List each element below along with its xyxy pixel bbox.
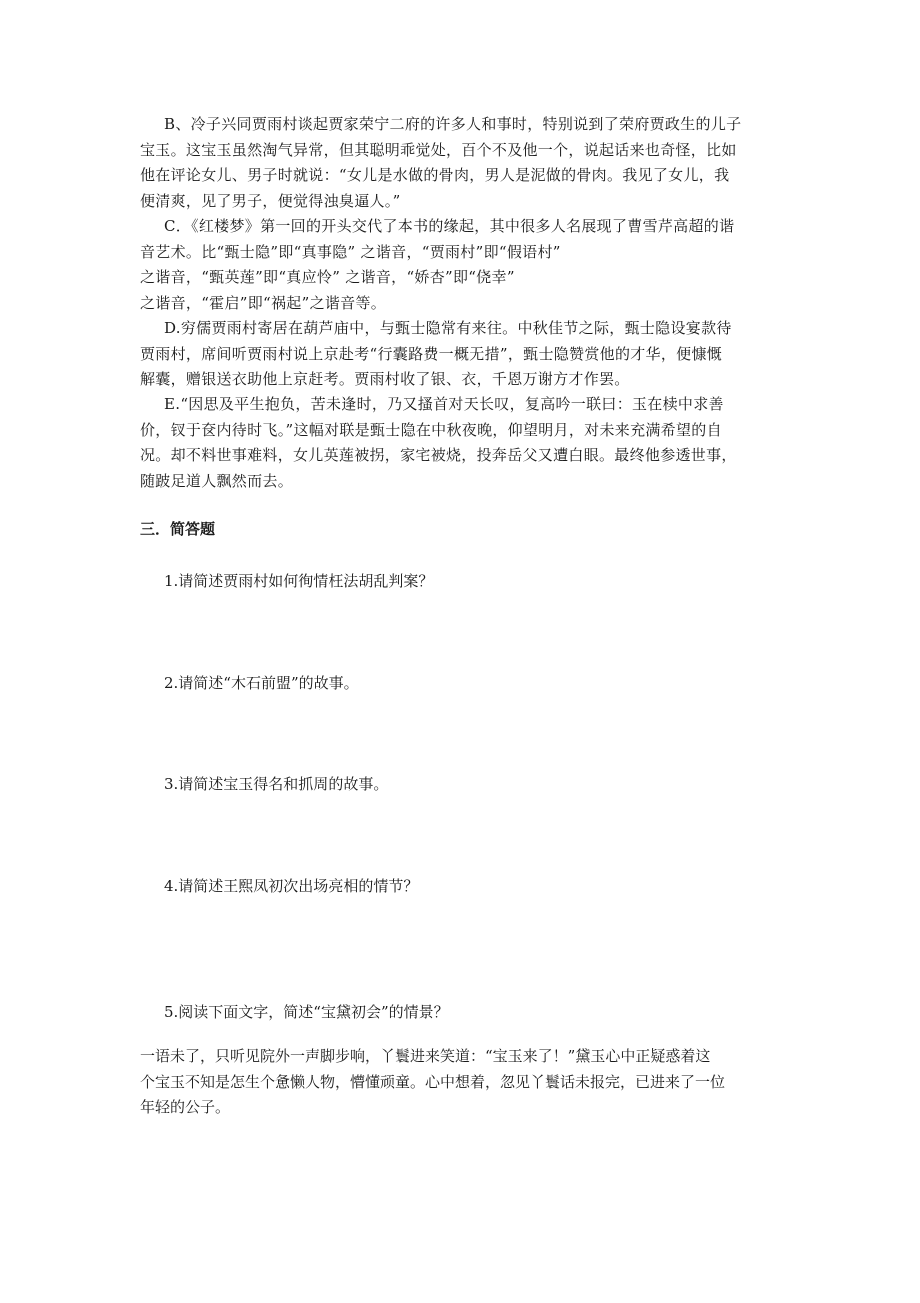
option-e-line: 随跛足道人飘然而去。 — [140, 471, 294, 490]
option-b-paragraph — [140, 112, 780, 214]
option-e-line: 价，钗于奁内待时飞。”这幅对联是甄士隐在中秋夜晚，仰望明月，对未来充满希望的自 — [140, 420, 722, 439]
option-d-line: 解囊，赠银送衣助他上京赶考。贾雨村收了银、衣，千恩万谢方才作罢。 — [140, 370, 630, 388]
option-b-line: B、冷子兴同贾雨村谈起贾家荣宁二府的许多人和事时，特别说到了荣府贾政生的儿子 — [164, 115, 742, 133]
option-c-line: 之谐音，“霍启”即“祸起”之谐音等。 — [140, 293, 387, 312]
option-e-paragraph — [140, 392, 780, 494]
option-c-line: 之谐音，“甄英莲”即“真应怜” 之谐音，“娇杏”即“侥幸” — [140, 268, 515, 286]
option-c-paragraph — [140, 214, 780, 316]
question-5: 5.阅读下面文字，简述“宝黛初会”的情景？ — [164, 1003, 449, 1021]
option-e-line: 况。却不料世事难料，女儿英莲被拐，家宅被烧，投奔岳父又遭白眼。最终他参透世事， — [140, 446, 737, 464]
question-1: 1.请简述贾雨村如何徇情枉法胡乱判案？ — [164, 572, 434, 590]
passage-line: 个宝玉不知是怎生个惫懒人物，懵懂顽童。心中想着，忽见丫鬟话未报完，已进来了一位 — [140, 1072, 726, 1091]
option-b-line: 便清爽，见了男子，便觉得浊臭逼人。” — [140, 191, 401, 210]
option-b-line: 宝玉。这宝玉虽然淘气异常，但其聪明乖觉处，百个不及他一个，说起话来也奇怪，比如 — [140, 140, 737, 159]
section-title: 三．简答题 — [140, 520, 216, 538]
option-d-paragraph — [140, 316, 780, 393]
option-c-line: 音艺术。比“甄士隐”即“真事隐” 之谐音，“贾雨村”即“假语村” — [140, 242, 561, 261]
passage-line: 一语未了，只听见院外一声脚步响，丫鬟进来笑道：“宝玉来了！”黛玉心中正疑惑着这 — [140, 1047, 711, 1065]
reading-passage — [140, 1044, 780, 1121]
question-3: 3.请简述宝玉得名和抓周的故事。 — [164, 775, 389, 793]
option-c-line: C．《红楼梦》第一回的开头交代了本书的缘起，其中很多人名展现了曹雪芹高超的谐 — [164, 217, 735, 235]
option-d-line: D.穷儒贾雨村寄居在葫芦庙中，与甄士隐常有来往。中秋佳节之际，甄士隐设宴款待 — [164, 319, 732, 337]
option-d-line: 贾雨村，席间听贾雨村说上京赴考“行囊路费一概无措”，甄士隐赞赏他的才华，便慷慨 — [140, 344, 723, 363]
passage-line: 年轻的公子。 — [140, 1098, 231, 1116]
option-e-line: E.“因思及平生抱负，苦未逢时，乃又搔首对天长叹，复高吟一联曰：玉在椟中求善 — [164, 395, 724, 413]
question-4: 4.请简述王熙凤初次出场亮相的情节？ — [164, 877, 419, 895]
option-b-line: 他在评论女儿、男子时就说：“女儿是水做的骨肉，男人是泥做的骨肉。我见了女儿，我 — [140, 166, 730, 184]
question-2: 2.请简述“木石前盟”的故事。 — [164, 674, 359, 692]
